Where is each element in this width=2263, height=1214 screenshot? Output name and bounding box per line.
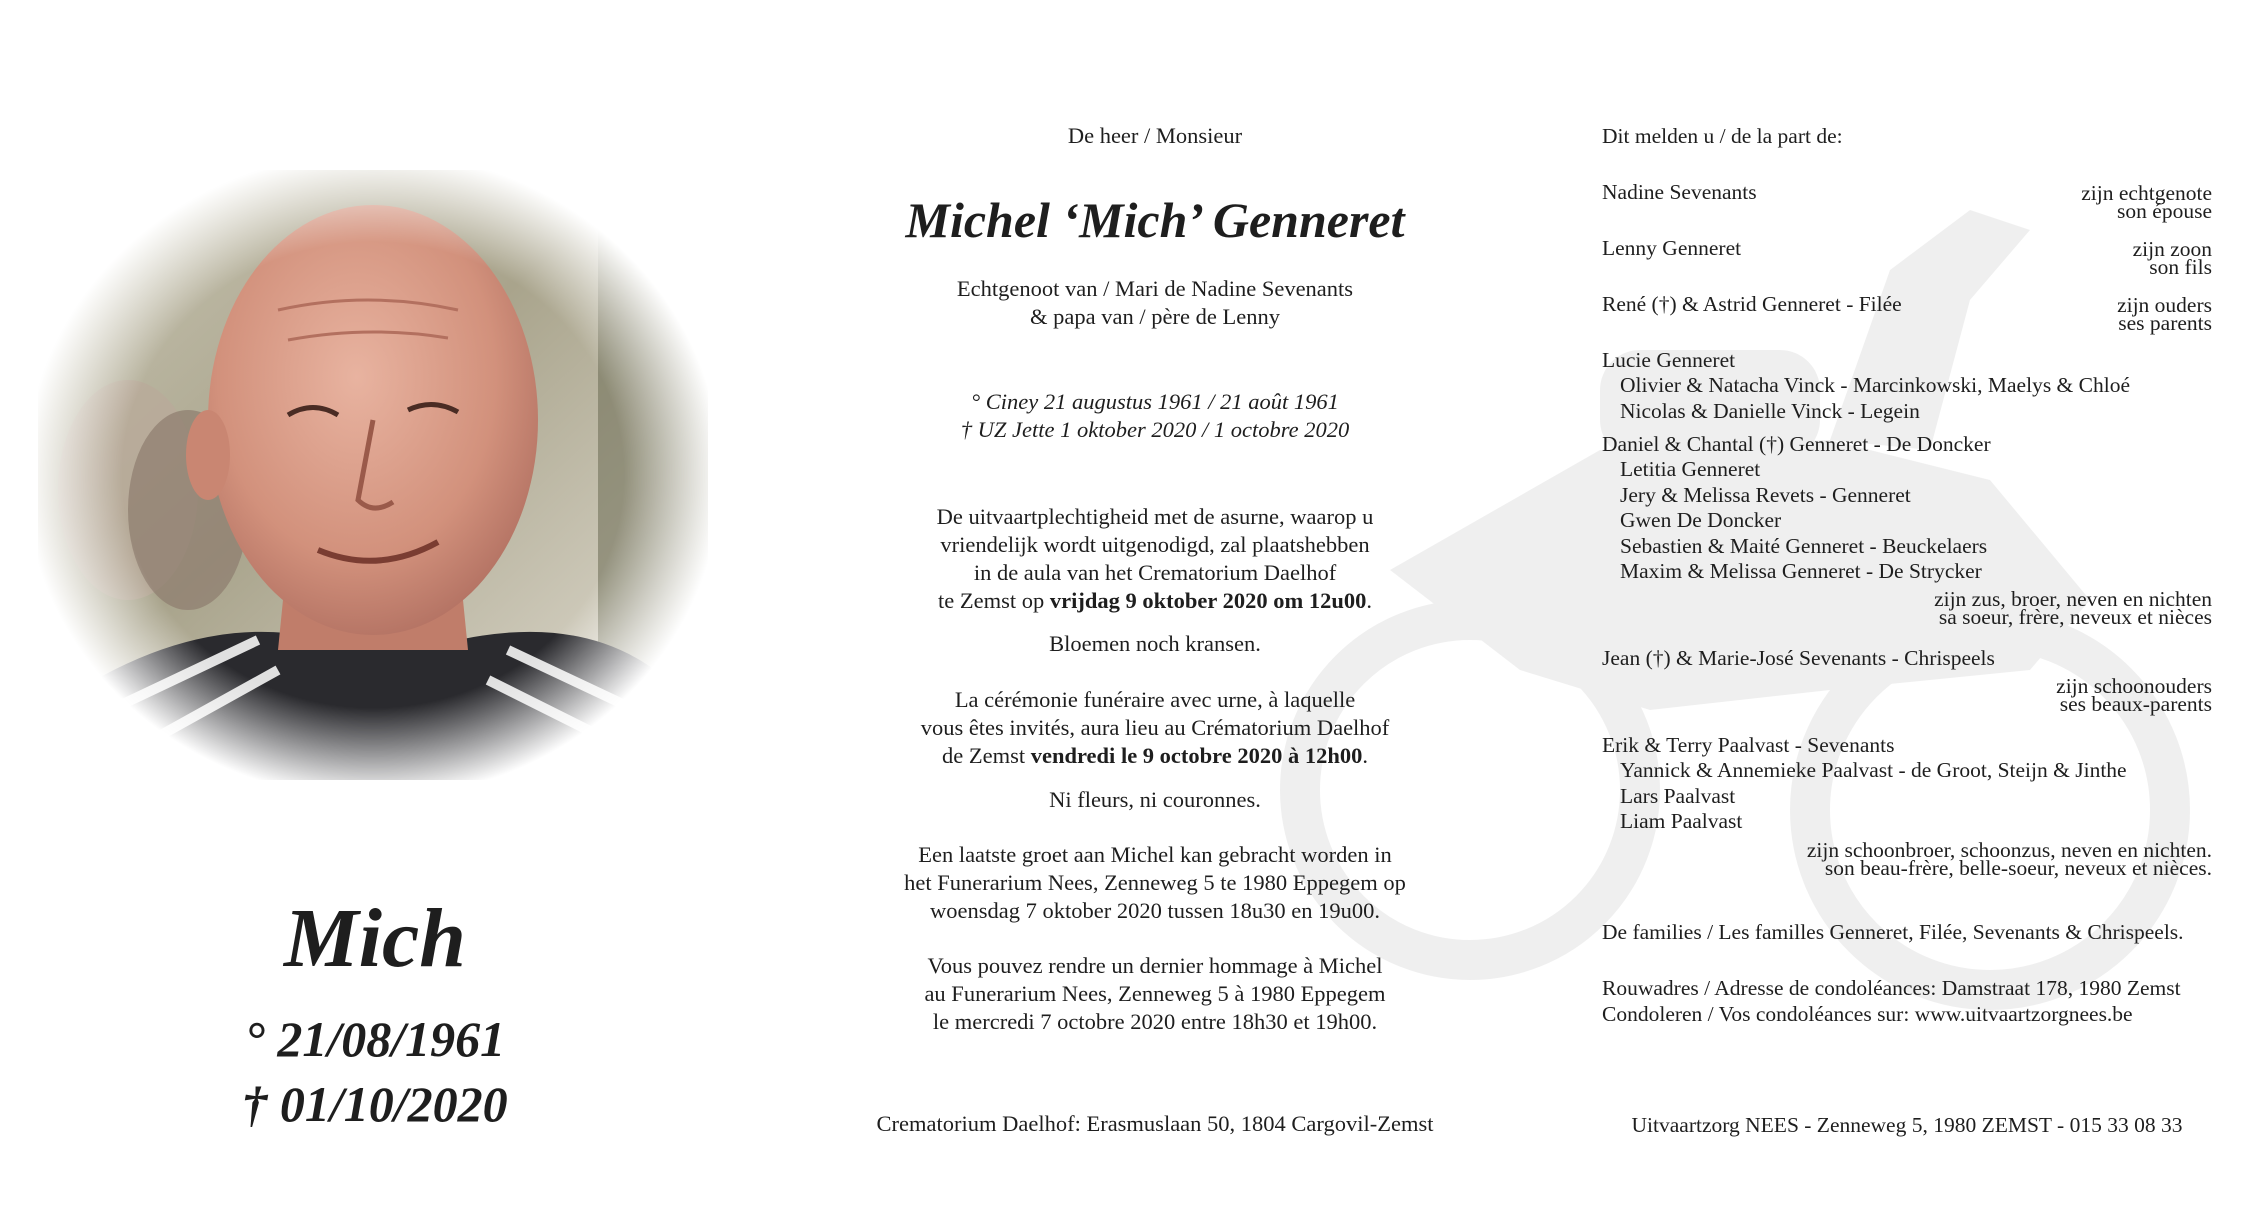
ceremony-nl-line: in de aula van het Crematorium Daelhof — [973, 560, 1337, 585]
family-name: René (†) & Astrid Genneret - Filée — [1602, 292, 1902, 316]
relation-fr: ses parents — [2118, 311, 2212, 335]
spouse-line: Echtgenoot van / Mari de Nadine Sevenants — [956, 276, 1354, 301]
relation-fr: son épouse — [2117, 199, 2212, 223]
ceremony-fr-line — [855, 742, 1455, 770]
family-member: Olivier & Natacha Vinck - Marcinkowski, Maelys & Chloé — [1620, 373, 2131, 397]
family-entry-siblings — [1602, 348, 2212, 629]
condolence-website: Condoleren / Vos condoléances sur: www.uitvaartzorgnees.be — [1602, 1002, 2133, 1026]
visit-nl — [855, 841, 1455, 925]
birth-death-details — [855, 388, 1455, 444]
deceased-name: Michel ‘Mich’ Genneret — [905, 192, 1405, 248]
family-entry-son — [1602, 236, 2212, 279]
relation-nl: zijn ouders — [2117, 293, 2212, 317]
ceremony-nl-line — [855, 587, 1455, 615]
crematorium-footer: Crematorium Daelhof: Erasmuslaan 50, 1804 Cargovil-Zemst — [876, 1111, 1434, 1136]
funeral-home-footer: Uitvaartzorg NEES - Zenneweg 5, 1980 ZEMST - 015 33 08 33 — [1631, 1113, 2183, 1137]
family-name: Lucie Genneret — [1602, 348, 1736, 372]
family-member: Sebastien & Maité Genneret - Beuckelaers — [1620, 533, 1988, 558]
ceremony-nl-line: vriendelijk wordt uitgenodigd, zal plaatshebben — [940, 532, 1370, 557]
relation-fr: sa soeur, frère, neveux et nièces — [1938, 604, 2212, 629]
birth-line: ° Ciney 21 augustus 1961 / 21 août 1961 — [971, 389, 1339, 414]
ceremony-nl-line: De uitvaartplechtigheid met de asurne, waarop u — [936, 504, 1374, 529]
family-member: Jery & Melissa Revets - Genneret — [1620, 482, 1911, 507]
ceremony-nl — [855, 503, 1455, 615]
death-date: † 01/10/2020 — [242, 1076, 508, 1132]
ceremony-fr — [855, 686, 1455, 770]
relation-nl: zijn schoonbroer, schoonzus, neven en nichten. — [1806, 837, 2212, 862]
visit-fr — [855, 952, 1455, 1036]
ceremony-datetime: vrijdag 9 oktober 2020 om 12u00 — [1049, 588, 1367, 613]
visit-fr-line: au Funerarium Nees, Zenneweg 5 à 1980 Eppegem — [924, 981, 1386, 1006]
family-entry-spouse — [1602, 180, 2212, 223]
family-member: Gwen De Doncker — [1620, 508, 1782, 532]
text: . — [1366, 588, 1372, 613]
family-member: Yannick & Annemieke Paalvast - de Groot, Steijn & Jinthe — [1620, 758, 2127, 782]
text: te Zemst op — [938, 588, 1050, 613]
family-entry-inlaws — [1602, 646, 2212, 716]
ceremony-datetime: vendredi le 9 octobre 2020 à 12h00 — [1030, 743, 1363, 768]
family-member: Maxim & Melissa Genneret - De Strycker — [1620, 559, 1982, 583]
family-name: Lenny Genneret — [1602, 236, 1742, 260]
salutation: De heer / Monsieur — [1067, 123, 1243, 148]
ceremony-fr-line: vous êtes invités, aura lieu au Crématorium Daelhof — [920, 715, 1390, 740]
father-line: & papa van / père de Lenny — [1030, 304, 1280, 329]
visit-nl-line: woensdag 7 oktober 2020 tussen 18u30 en 19u00. — [930, 898, 1380, 923]
visit-nl-line: het Funerarium Nees, Zenneweg 5 te 1980 Eppegem op — [904, 870, 1406, 895]
relation-fr: son beau-frère, belle-soeur, neveux et nièces. — [1824, 855, 2212, 880]
ceremony-fr-line: La cérémonie funéraire avec urne, à laquelle — [954, 687, 1356, 712]
relation-fr: ses beaux-parents — [2059, 692, 2212, 716]
portrait-photo — [38, 170, 708, 780]
family-member: Nicolas & Danielle Vinck - Legein — [1620, 398, 1920, 423]
family-entry-siblings-in-law — [1602, 733, 2212, 880]
families-line: De families / Les familles Genneret, Filée, Sevenants & Chrispeels. — [1602, 920, 2184, 944]
relation-fr: son fils — [2149, 255, 2212, 279]
family-member: Letitia Genneret — [1620, 457, 1761, 481]
family-name: Daniel & Chantal (†) Genneret - De Doncker — [1602, 432, 1991, 456]
visit-nl-line: Een laatste groet aan Michel kan gebracht worden in — [918, 842, 1392, 867]
family-name: Jean (†) & Marie-José Sevenants - Chrispeels — [1602, 646, 1995, 670]
visit-fr-line: le mercredi 7 octobre 2020 entre 18h30 et 19h00. — [932, 1009, 1378, 1034]
family-relation — [855, 275, 1455, 331]
announcement-intro: Dit melden u / de la part de: — [1602, 124, 1843, 148]
text: de Zemst — [941, 743, 1031, 768]
family-name: Erik & Terry Paalvast - Sevenants — [1602, 733, 1895, 757]
flowers-fr: Ni fleurs, ni couronnes. — [1049, 787, 1261, 812]
text: . — [1362, 743, 1368, 768]
visit-fr-line: Vous pouvez rendre un dernier hommage à Michel — [927, 953, 1383, 978]
relation-nl: zijn schoonouders — [2056, 674, 2212, 698]
flowers-nl: Bloemen noch kransen. — [1049, 631, 1261, 656]
condolence-address: Rouwadres / Adresse de condoléances: Damstraat 178, 1980 Zemst — [1602, 976, 2181, 1000]
family-member: Lars Paalvast — [1620, 783, 1736, 808]
relation-nl: zijn echtgenote — [2081, 181, 2212, 205]
birth-date: ° 21/08/1961 — [244, 1011, 506, 1067]
nickname: Mich — [283, 892, 467, 985]
family-entry-parents — [1602, 292, 2212, 335]
family-name: Nadine Sevenants — [1602, 180, 1757, 204]
family-member: Liam Paalvast — [1620, 809, 1743, 833]
relation-nl: zijn zoon — [2132, 237, 2212, 261]
death-line: † UZ Jette 1 oktober 2020 / 1 octobre 2020 — [960, 417, 1350, 442]
relation-nl: zijn zus, broer, neven en nichten — [1934, 586, 2212, 611]
